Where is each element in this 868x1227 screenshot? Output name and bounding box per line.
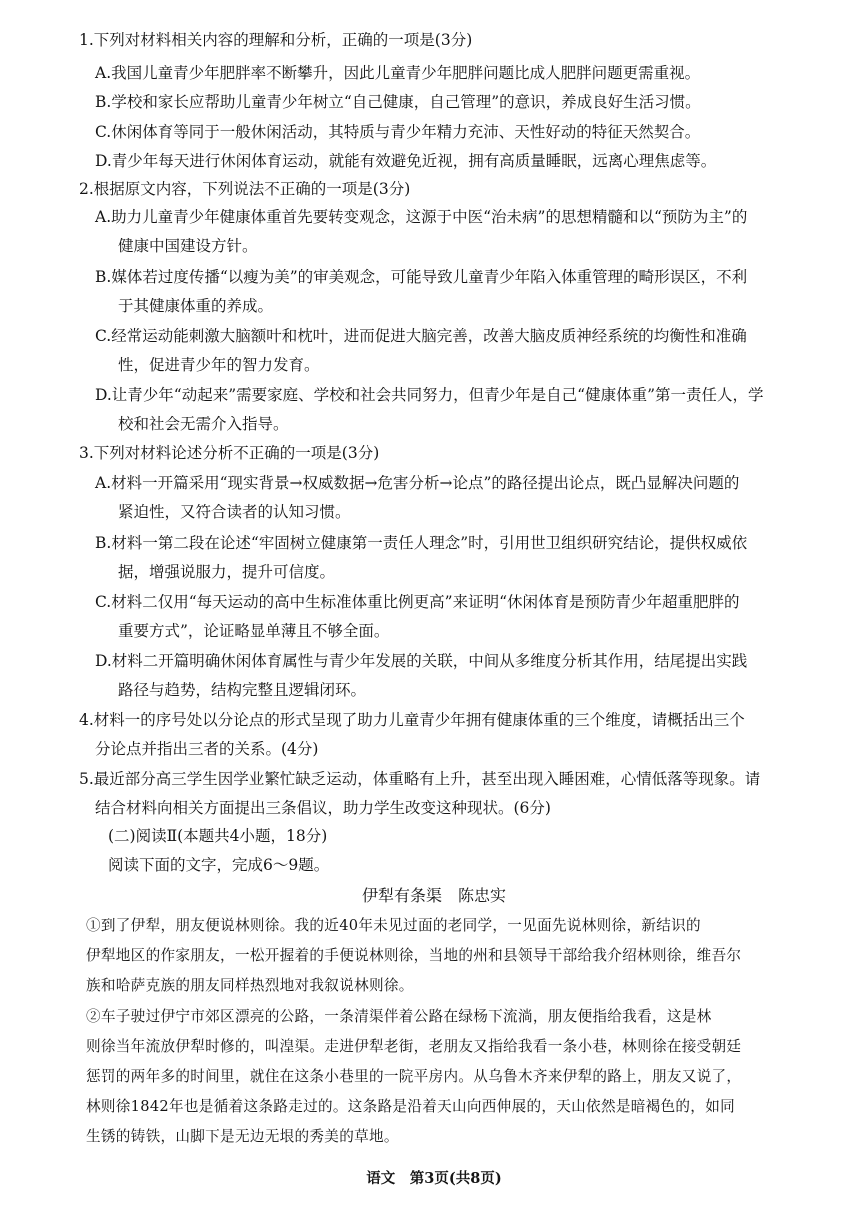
question-3-option-d-cont: 路径与趋势，结构完整且逻辑闭环。 bbox=[118, 681, 367, 699]
question-1-option-c: C.休闲体育等同于一般休闲活动，其特质与青少年精力充沛、天性好动的特征天然契合。 bbox=[95, 123, 701, 141]
page-footer: 语文 第3页(共8页) bbox=[366, 1170, 502, 1187]
article-paragraph-1-line-1: ①到了伊犁，朋友便说林则徐。我的近40年未见过面的老同学，一见面先说林则徐，新结识的 bbox=[86, 917, 701, 934]
question-2-option-d-cont: 校和社会无需介入指导。 bbox=[118, 415, 289, 433]
question-2-option-d: D.让青少年“动起来”需要家庭、学校和社会共同努力，但青少年是自己“健康体重”第一责任人，学 bbox=[95, 386, 764, 404]
section-instruction: 阅读下面的文字，完成6～9题。 bbox=[108, 856, 330, 874]
question-3-option-d: D.材料二开篇明确休闲体育属性与青少年发展的关联，中间从多维度分析其作用，结尾提出实践 bbox=[95, 652, 748, 670]
question-1-option-d: D.青少年每天进行休闲体育运动，就能有效避免近视，拥有高质量睡眠，远离心理焦虑等。 bbox=[95, 152, 717, 170]
article-paragraph-1-line-3: 族和哈萨克族的朋友同样热烈地对我叙说林则徐。 bbox=[86, 977, 414, 994]
article-paragraph-2-line-3: 惩罚的两年多的时间里，就住在这条小巷里的一院平房内。从乌鲁木齐来伊犁的路上，朋友又说了， bbox=[86, 1068, 742, 1085]
question-5-line-1: 5.最近部分高三学生因学业繁忙缺乏运动，体重略有上升，甚至出现入睡困难，心情低落等现象。请 bbox=[79, 770, 761, 788]
question-3-option-a: A.材料一开篇采用“现实背景→权威数据→危害分析→论点”的路径提出论点，既凸显解决问题的 bbox=[95, 474, 740, 492]
question-3-option-b: B.材料一第二段在论述“牢固树立健康第一责任人理念”时，引用世卫组织研究结论，提供权威依 bbox=[95, 534, 748, 552]
question-3-option-a-cont: 紧迫性，又符合读者的认知习惯。 bbox=[118, 503, 351, 521]
question-3-stem: 3.下列对材料论述分析不正确的一项是(3分) bbox=[79, 444, 380, 462]
section-heading: (二)阅读Ⅱ(本题共4小题，18分) bbox=[108, 827, 328, 845]
article-paragraph-2-line-2: 则徐当年流放伊犁时修的，叫湟渠。走进伊犁老街，老朋友又指给我看一条小巷，林则徐在接受朝廷 bbox=[86, 1038, 742, 1055]
question-1-option-a: A.我国儿童青少年肥胖率不断攀升，因此儿童青少年肥胖问题比成人肥胖问题更需重视。 bbox=[95, 64, 701, 82]
article-title: 伊犁有条渠 陈忠实 bbox=[361, 886, 506, 905]
question-2-option-b-cont: 于其健康体重的养成。 bbox=[118, 297, 274, 315]
question-5-line-2: 结合材料向相关方面提出三条倡议，助力学生改变这种现状。(6分) bbox=[95, 799, 551, 817]
question-2-option-a-cont: 健康中国建设方针。 bbox=[118, 237, 258, 255]
question-2-option-c-cont: 性，促进青少年的智力发育。 bbox=[118, 356, 320, 374]
question-4-line-2: 分论点并指出三者的关系。(4分) bbox=[95, 740, 319, 758]
question-3-option-b-cont: 据，增强说服力，提升可信度。 bbox=[118, 563, 336, 581]
question-2-stem: 2.根据原文内容，下列说法不正确的一项是(3分) bbox=[79, 180, 411, 198]
question-3-option-c: C.材料二仅用“每天运动的高中生标准体重比例更高”来证明“休闲体育是预防青少年超重肥胖的 bbox=[95, 593, 740, 611]
question-1-option-b: B.学校和家长应帮助儿童青少年树立“自己健康，自己管理”的意识，养成良好生活习惯。 bbox=[95, 93, 701, 111]
article-paragraph-2-line-1: ②车子驶过伊宁市郊区漂亮的公路，一条清渠伴着公路在绿杨下流淌，朋友便指给我看，这是林 bbox=[86, 1008, 712, 1025]
question-3-option-c-cont: 重要方式”，论证略显单薄且不够全面。 bbox=[118, 622, 390, 640]
article-paragraph-2-line-4: 林则徐1842年也是循着这条路走过的。这条路是沿着天山向西伸展的，天山依然是暗褐色的，如同 bbox=[86, 1098, 735, 1115]
question-2-option-c: C.经常运动能刺激大脑额叶和枕叶，进而促进大脑完善，改善大脑皮质神经系统的均衡性和准确 bbox=[95, 327, 747, 345]
question-1-stem: 1.下列对材料相关内容的理解和分析，正确的一项是(3分) bbox=[79, 31, 473, 49]
article-paragraph-2-line-5: 生锈的铸铁，山脚下是无边无垠的秀美的草地。 bbox=[86, 1128, 399, 1145]
question-2-option-b: B.媒体若过度传播“以瘦为美”的审美观念，可能导致儿童青少年陷入体重管理的畸形误区，不利 bbox=[95, 268, 748, 286]
article-paragraph-1-line-2: 伊犁地区的作家朋友，一松开握着的手便说林则徐，当地的州和县领导干部给我介绍林则徐，维吾尔 bbox=[86, 947, 742, 964]
question-4-line-1: 4.材料一的序号处以分论点的形式呈现了助力儿童青少年拥有健康体重的三个维度，请概括出三个 bbox=[79, 711, 745, 729]
question-2-option-a: A.助力儿童青少年健康体重首先要转变观念，这源于中医“治未病”的思想精髓和以“预防为主”的 bbox=[95, 208, 748, 226]
